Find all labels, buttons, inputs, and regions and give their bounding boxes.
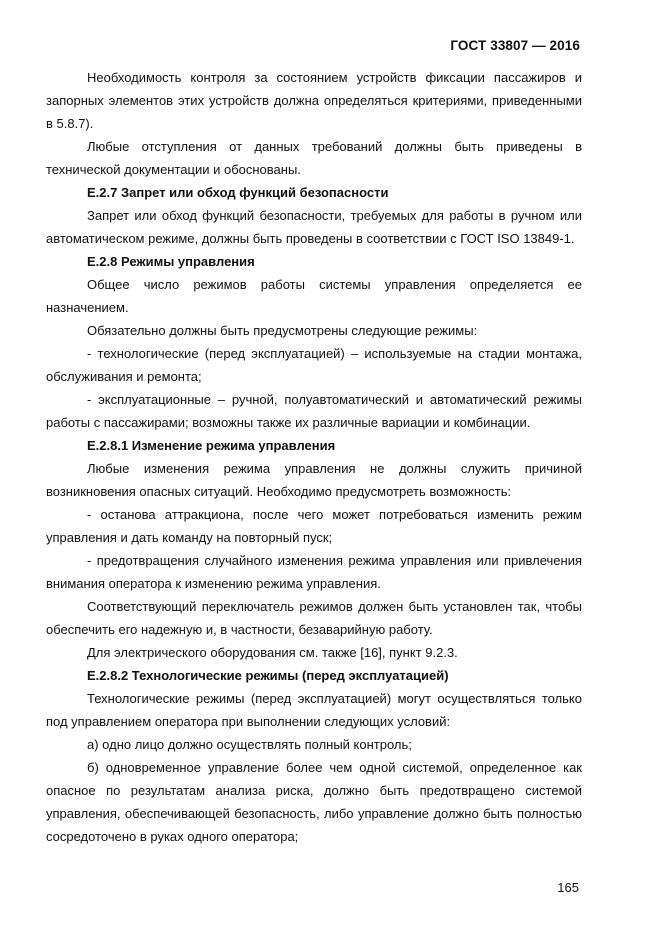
list-item: б) одновременное управление более чем одной системой, определенное как опасное по результатам анализа риска, должно быть предотвращено системой управления, обеспечивающей безопасность, либо управление должно быть полностью сосредоточено в руках одного оператора; [46,760,582,844]
section-heading: Е.2.8.2 Технологические режимы (перед эксплуатацией) [87,668,449,683]
body-paragraph: Любые изменения режима управления не должны служить причиной возникновения опасных ситуаций. Необходимо предусмотреть возможность: [46,461,582,499]
body-paragraph: Обязательно должны быть предусмотрены следующие режимы: [87,323,478,338]
list-item: - останова аттракциона, после чего может потребоваться изменить режим управления и дать команду на повторный пуск; [46,507,582,545]
body-paragraph: Общее число режимов работы системы управления определяется ее назначением. [46,277,582,315]
section-heading: Е.2.8 Режимы управления [87,254,255,269]
document-body [46,66,582,848]
section-heading: Е.2.7 Запрет или обход функций безопасности [87,185,389,200]
body-paragraph: Технологические режимы (перед эксплуатацией) могут осуществляться только под управлением оператора при выполнении следующих условий: [46,691,582,729]
list-item: - эксплуатационные – ручной, полуавтоматический и автоматический режимы работы с пассажирами; возможны также их различные вариации и комбинации. [46,392,582,430]
body-paragraph: Запрет или обход функций безопасности, требуемых для работы в ручном или автоматическом режиме, должны быть проведены в соответствии с ГОСТ ISO 13849-1. [46,208,582,246]
section-heading: Е.2.8.1 Изменение режима управления [87,438,336,453]
body-paragraph: Любые отступления от данных требований должны быть приведены в технической документации и обоснованы. [46,139,582,177]
body-paragraph: Соответствующий переключатель режимов должен быть установлен так, чтобы обеспечить его надежную и, в частности, безаварийную работу. [46,599,582,637]
page-number: 165 [557,880,579,895]
document-code: ГОСТ 33807 — 2016 [450,38,580,53]
list-item: а) одно лицо должно осуществлять полный контроль; [87,737,412,752]
body-paragraph: Для электрического оборудования см. также [16], пункт 9.2.3. [87,645,458,660]
list-item: - предотвращения случайного изменения режима управления или привлечения внимания оператора к изменению режима управления. [46,553,582,591]
body-paragraph: Необходимость контроля за состоянием устройств фиксации пассажиров и запорных элементов этих устройств должна определяться критериями, приведенными в 5.8.7). [46,70,582,131]
list-item: - технологические (перед эксплуатацией) – используемые на стадии монтажа, обслуживания и ремонта; [46,346,582,384]
